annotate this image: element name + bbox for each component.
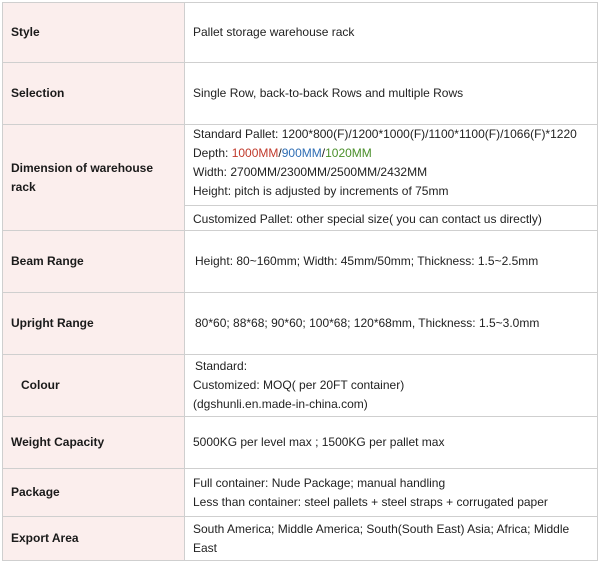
row-beam-range — [3, 231, 598, 293]
package-full-container-text: Full container: Nude Package; manual handling — [193, 475, 446, 490]
width-text: Width: 2700MM/2300MM/2500MM/2432MM — [193, 165, 428, 179]
row-weight-capacity — [3, 417, 598, 469]
dimension-label-line2: rack — [11, 179, 36, 194]
row-selection — [3, 63, 598, 125]
colour-website-text: (dgshunli.en.made-in-china.com) — [193, 397, 368, 411]
style-label: Style — [3, 3, 185, 63]
depth-value-1000: 1000MM — [231, 146, 279, 160]
package-label: Package — [3, 469, 185, 517]
depth-text — [193, 144, 589, 163]
selection-value: Single Row, back-to-back Rows and multiple Rows — [185, 63, 598, 125]
dimension-label-line1: Dimension of warehouse — [11, 160, 154, 175]
export-area-value — [185, 517, 598, 561]
upright-range-label: Upright Range — [3, 293, 185, 355]
export-area-text: South America; Middle America; South(South East) Asia; Africa; Middle East — [193, 521, 570, 555]
standard-pallet-text: Standard Pallet: 1200*800(F)/1200*1000(F)/1100*1100(F)/1066(F)*1220 — [193, 127, 577, 141]
selection-label: Selection — [3, 63, 185, 125]
row-upright-range — [3, 293, 598, 355]
dimension-value — [185, 125, 598, 231]
style-value: Pallet storage warehouse rack — [185, 3, 598, 63]
depth-separator: / — [278, 146, 282, 160]
beam-range-value: Height: 80~160mm; Width: 45mm/50mm; Thickness: 1.5~2.5mm — [185, 231, 598, 293]
upright-range-value: 80*60; 88*68; 90*60; 100*68; 120*68mm, Thickness: 1.5~3.0mm — [185, 293, 598, 355]
customized-pallet-text: Customized Pallet: other special size( you can contact us directly) — [193, 212, 542, 226]
package-value — [185, 469, 598, 517]
colour-label: Colour — [3, 355, 185, 417]
height-text: Height: pitch is adjusted by increments of 75mm — [193, 184, 449, 198]
colour-value — [185, 355, 598, 417]
depth-prefix: Depth: — [193, 146, 232, 160]
dimension-label — [3, 125, 185, 231]
row-export-area — [3, 517, 598, 561]
export-area-label: Export Area — [3, 517, 185, 561]
row-style — [3, 3, 598, 63]
weight-capacity-value: 5000KG per level max ; 1500KG per pallet max — [185, 417, 598, 469]
dimension-standard-block — [185, 125, 597, 206]
weight-capacity-label: Weight Capacity — [3, 417, 185, 469]
colour-standard-text: Standard: — [195, 359, 248, 373]
specification-table — [2, 2, 598, 561]
depth-value-1020: 1020MM — [325, 146, 372, 160]
depth-value-900: 900MM — [281, 146, 322, 160]
row-package — [3, 469, 598, 517]
beam-range-label: Beam Range — [3, 231, 185, 293]
depth-separator: / — [321, 146, 326, 160]
colour-customized-text: Customized: MOQ( per 20FT container) — [193, 378, 405, 392]
row-dimension — [3, 125, 598, 231]
row-colour — [3, 355, 598, 417]
package-less-container-text: Less than container: steel pallets + steel straps + corrugated paper — [193, 494, 548, 509]
